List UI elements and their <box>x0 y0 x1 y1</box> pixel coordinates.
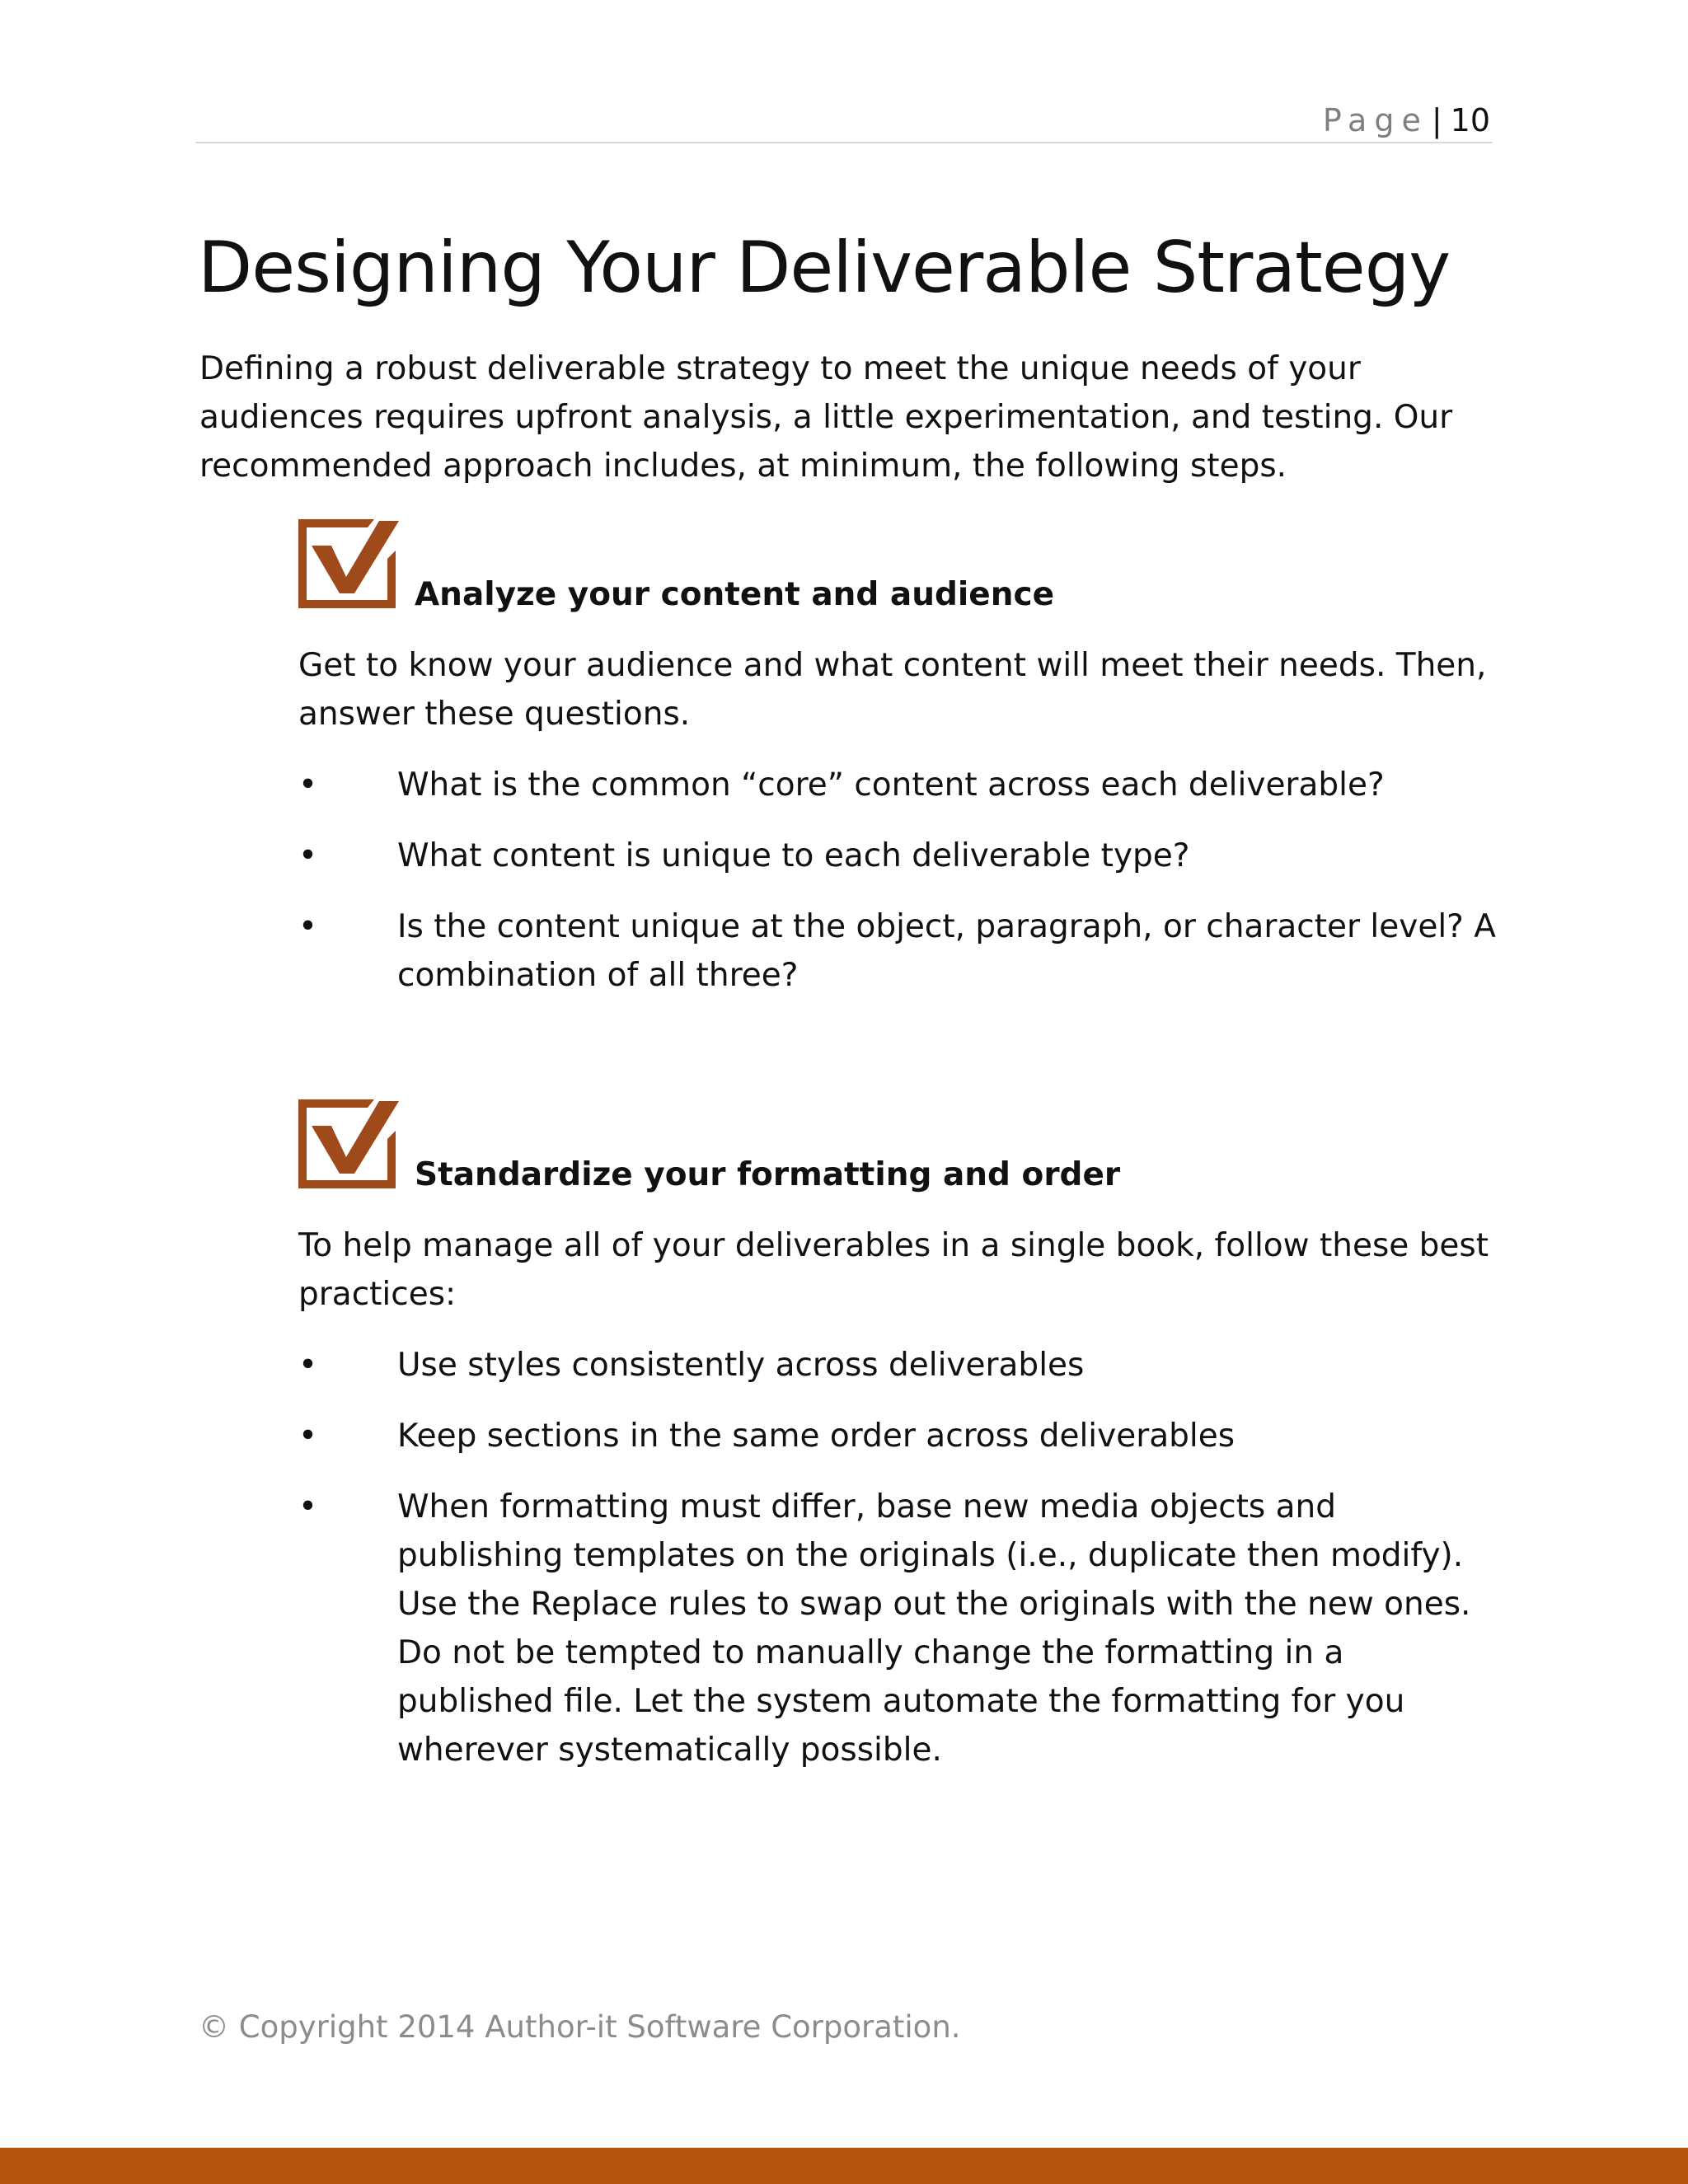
footer-accent-bar <box>0 2148 1688 2184</box>
list-item-text: What is the common “core” content across each deliverable? <box>397 766 1385 804</box>
intro-paragraph: Defining a robust deliverable strategy to meet the unique needs of your audiences requires upfront analysis, a little experimentation, and testing. Our recommended approach includes, at minimum, the following steps. <box>199 350 1453 485</box>
section-body: To help manage all of your deliverables in a single book, follow these best practices: <box>298 1227 1489 1313</box>
bullet-icon: • <box>298 1418 318 1455</box>
bullet-icon: • <box>298 908 318 945</box>
section-heading: Analyze your content and audience <box>415 576 1055 613</box>
section-heading: Standardize your formatting and order <box>415 1156 1121 1193</box>
list-item-text: Use styles consistently across deliverables <box>397 1347 1085 1384</box>
list-item <box>298 761 1502 809</box>
copyright-notice: © Copyright 2014 Author-it Software Corporation. <box>199 2009 961 2045</box>
list-item-text: When formatting must differ, base new media objects and publishing templates on the originals (i.e., duplicate then modify). Use the Replace rules to swap out the originals with the new ones. Do not be tempted to manually change the formatting in a published file. Let the system automate the formatting for you wherever systematically possible. <box>397 1488 1471 1769</box>
checkbox-checked-icon <box>298 1098 399 1188</box>
bullet-icon: • <box>298 837 318 874</box>
header-rule <box>195 142 1493 143</box>
page-separator: | <box>1431 102 1442 138</box>
bullet-icon: • <box>298 766 318 804</box>
page-number-value: 10 <box>1450 102 1490 138</box>
page-title: Designing Your Deliverable Strategy <box>198 227 1451 309</box>
checkbox-checked-icon <box>298 518 399 608</box>
list-item-text: What content is unique to each deliverable type? <box>397 837 1190 874</box>
list-item <box>298 902 1502 1000</box>
bullet-icon: • <box>298 1488 318 1526</box>
list-item <box>298 1412 1502 1460</box>
list-item-text: Keep sections in the same order across deliverables <box>397 1418 1236 1455</box>
list-item <box>298 1483 1502 1774</box>
section-body: Get to know your audience and what content will meet their needs. Then, answer these questions. <box>298 647 1487 733</box>
list-item <box>298 1341 1502 1390</box>
bullet-list <box>298 761 1502 1022</box>
list-item <box>298 832 1502 880</box>
page-number <box>1323 99 1490 142</box>
bullet-list <box>298 1341 1502 1797</box>
bullet-icon: • <box>298 1347 318 1384</box>
page-label: Page <box>1322 102 1428 138</box>
list-item-text: Is the content unique at the object, paragraph, or character level? A combination of all three? <box>397 908 1496 994</box>
